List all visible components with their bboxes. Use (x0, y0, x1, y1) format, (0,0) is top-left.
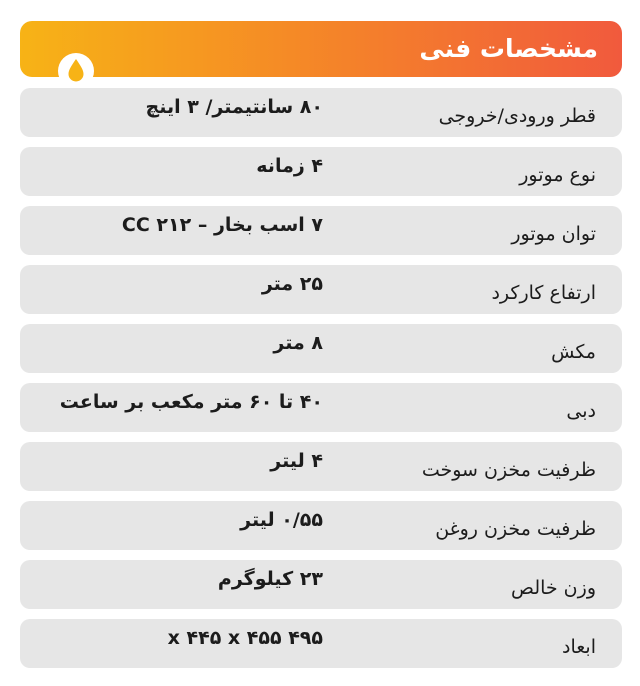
spec-row-fuel-tank (20, 442, 622, 491)
spec-label: ظرفیت مخزن روغن (435, 518, 596, 540)
spec-row-net-weight (20, 560, 622, 609)
spec-row-head-height (20, 265, 622, 314)
spec-row-flow (20, 383, 622, 432)
spec-value: ۴ لیتر (270, 450, 323, 472)
spec-value: ۷ اسب بخار – ۲۱۲ CC (121, 214, 323, 236)
spec-table (20, 88, 622, 668)
spec-row-suction (20, 324, 622, 373)
spec-value: ۴۰ تا ۶۰ متر مکعب بر ساعت (59, 391, 323, 413)
spec-label: مکش (551, 341, 596, 363)
spec-title: مشخصات فنی (419, 34, 598, 63)
spec-value: ۴۹۵ x ۴۴۵ x ۴۵۵ (167, 627, 323, 649)
spec-row-diameter (20, 88, 622, 137)
spec-label: ارتفاع کارکرد (491, 282, 596, 304)
spec-label: دبی (566, 400, 596, 422)
spec-label: نوع موتور (519, 164, 596, 186)
spec-value: ۴ زمانه (256, 155, 323, 177)
spec-value: ۸ متر (273, 332, 323, 354)
spec-value: ۲۳ کیلوگرم (217, 568, 323, 590)
spec-value: ۰/۵۵ لیتر (240, 509, 323, 531)
spec-label: ابعاد (562, 636, 596, 658)
water-drop-icon (58, 53, 94, 89)
spec-value: ۸۰ سانتیمتر/ ۳ اینچ (145, 96, 323, 118)
spec-row-dimensions (20, 619, 622, 668)
spec-row-engine-type (20, 147, 622, 196)
spec-row-engine-power (20, 206, 622, 255)
spec-value: ۲۵ متر (261, 273, 323, 295)
spec-label: ظرفیت مخزن سوخت (421, 459, 596, 481)
spec-label: وزن خالص (511, 577, 596, 599)
spec-label: توان موتور (511, 223, 596, 245)
spec-row-oil-tank (20, 501, 622, 550)
spec-label: قطر ورودی/خروجی (438, 105, 596, 127)
spec-header (20, 21, 622, 77)
